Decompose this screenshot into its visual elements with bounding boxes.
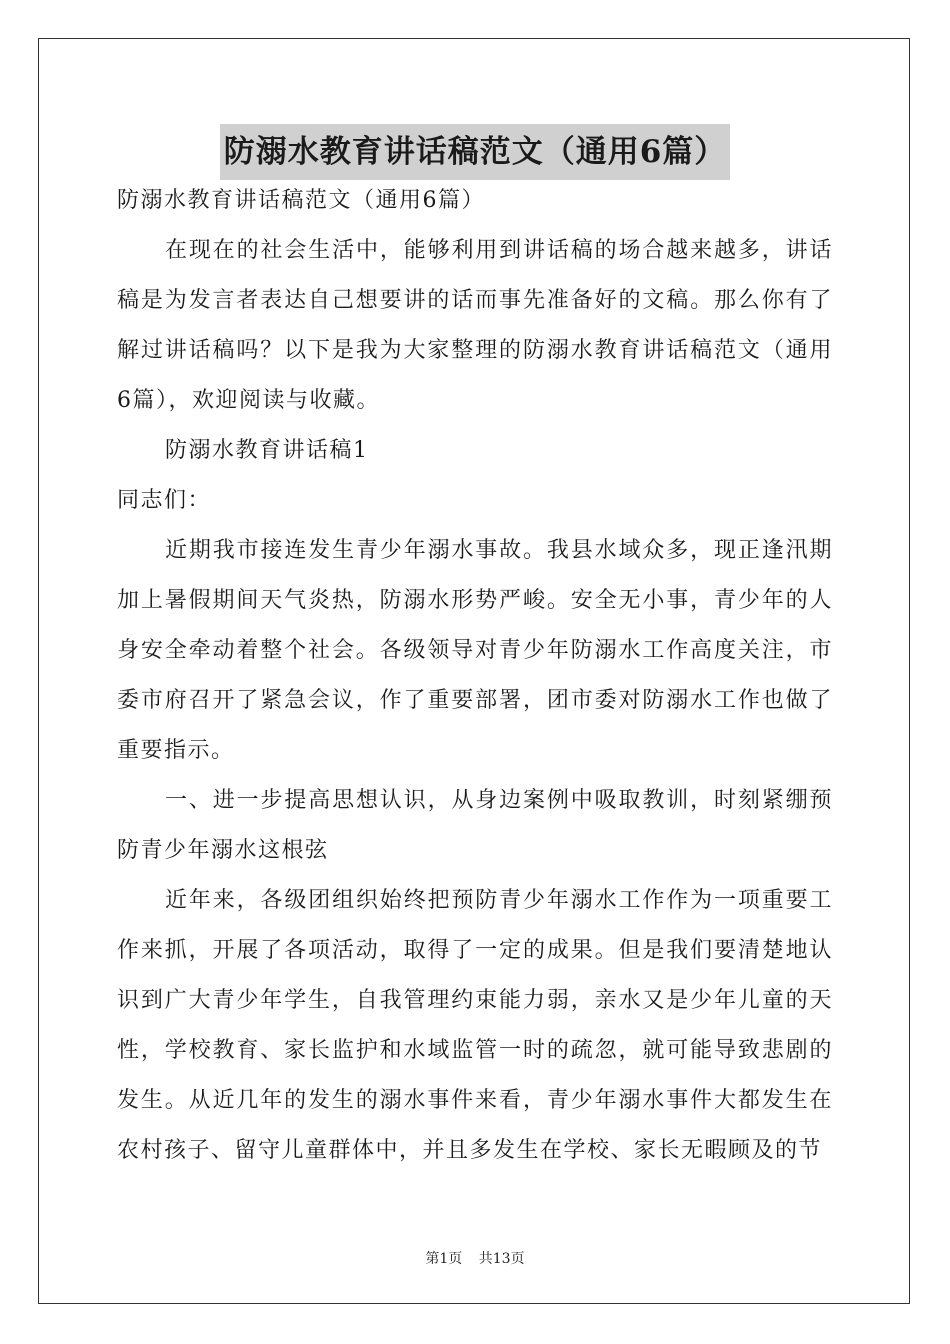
section-heading: 防溺水教育讲话稿1: [165, 438, 369, 463]
paragraph-point-heading: 一、进一步提高思想认识，从身边案例中吸取教训，时刻紧绷预防青少年溺水这根弦: [117, 788, 833, 863]
page-number: 第1页: [425, 1251, 463, 1267]
paragraph-body: 近年来，各级团组织始终把预防青少年溺水工作作为一项重要工作来抓，开展了各项活动，取得了一定的成果。但是我们要清楚地认识到广大青少年学生，自我管理约束能力弱，亲水又是少年儿童的天性，学校教育、家长监护和水域监管一时的疏忽，就可能导致悲剧的发生。从近几年的发生的溺水事件来看，青少年溺水事件大都发生在农村孩子、留守儿童群体中，并且多发生在学校、家长无暇顾及的节: [117, 888, 833, 1163]
document-title: [0, 124, 950, 180]
paragraph-body: 近期我市接连发生青少年溺水事故。我县水域众多，现正逢汛期加上暑假期间天气炎热，防溺水形势严峻。安全无小事，青少年的人身安全牵动着整个社会。各级领导对青少年防溺水工作高度关注，市委市府召开了紧急会议，作了重要部署，团市委对防溺水工作也做了重要指示。: [117, 538, 833, 763]
page-total: 共13页: [478, 1251, 525, 1267]
document-title-text: 防溺水教育讲话稿范文（通用6篇）: [220, 124, 731, 180]
paragraph-salutation: 同志们：: [117, 488, 212, 513]
paragraph-intro: 在现在的社会生活中，能够利用到讲话稿的场合越来越多，讲话稿是为发言者表达自己想要讲的话而事先准备好的文稿。那么你有了解过讲话稿吗？以下是我为大家整理的防溺水教育讲话稿范文（通用6篇），欢迎阅读与收藏。: [117, 238, 833, 413]
paragraph-subtitle: 防溺水教育讲话稿范文（通用6篇）: [117, 188, 485, 213]
page-footer: [0, 1248, 950, 1268]
document-body: [117, 176, 833, 1176]
